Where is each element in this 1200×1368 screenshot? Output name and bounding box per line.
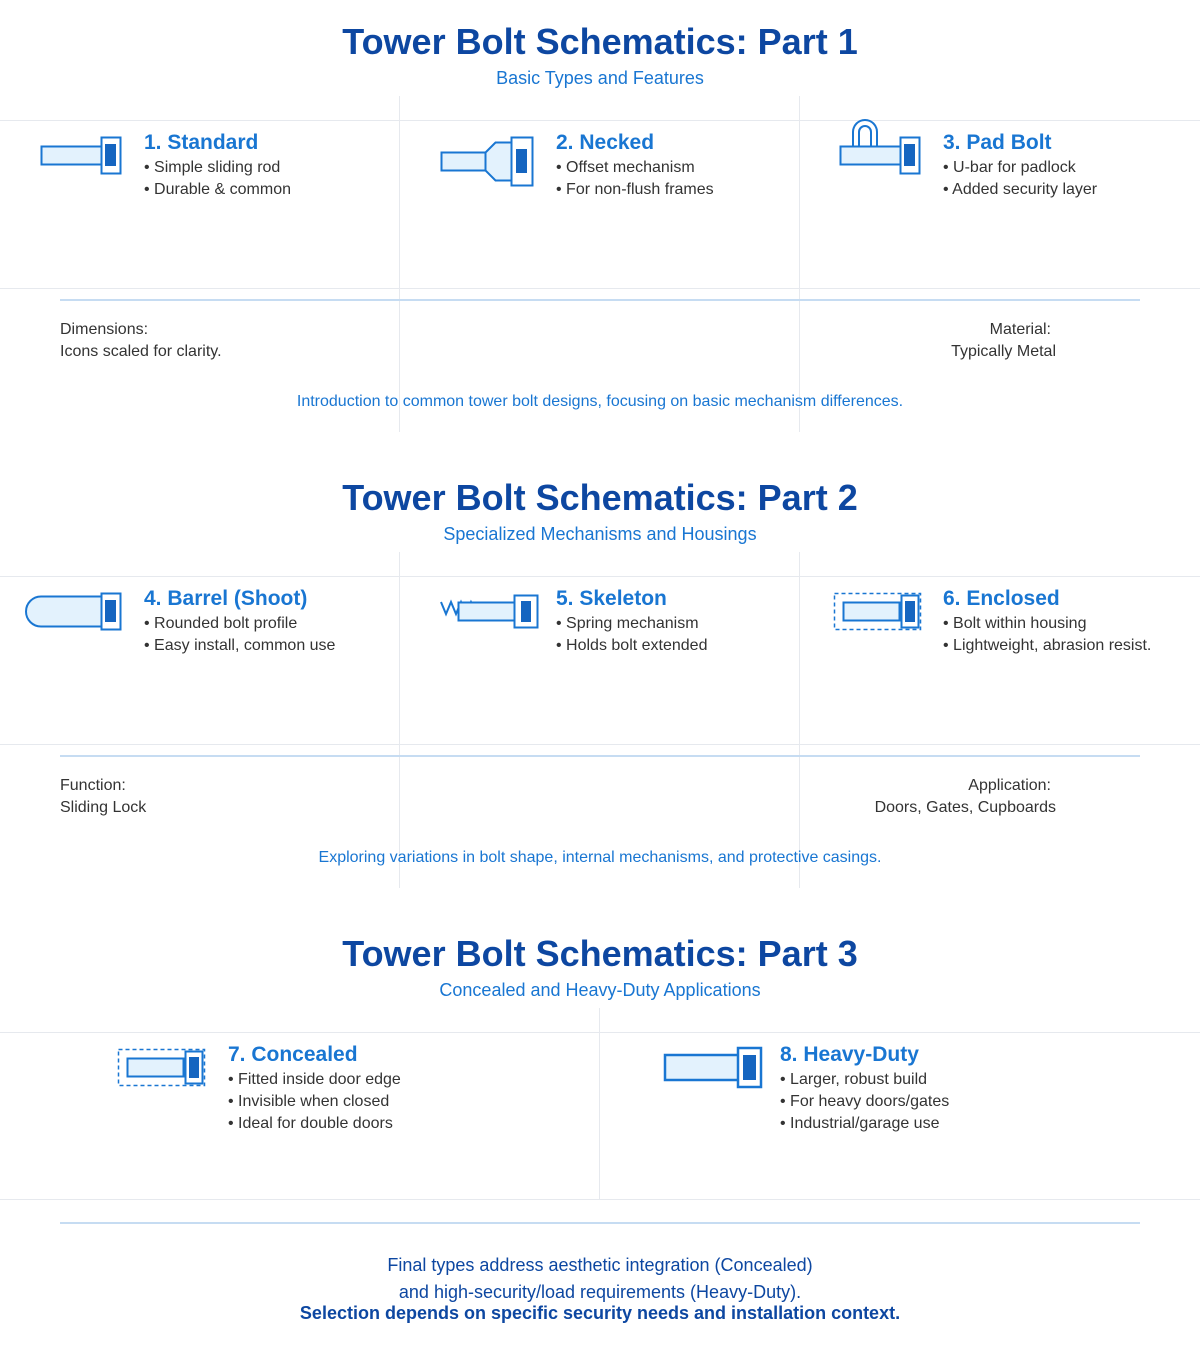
card-concealed-title: 7. Concealed — [228, 1043, 358, 1066]
part3-bottom-divider — [0, 1199, 1200, 1200]
part2-column-divider-1 — [399, 552, 400, 888]
barrel-bolt-icon — [25, 592, 125, 632]
dimensions-label: Dimensions: — [60, 321, 149, 338]
card-enclosed-bullet: • Bolt within housing — [943, 615, 1087, 632]
card-enclosed-title: 6. Enclosed — [943, 587, 1060, 610]
part2-right-meta — [875, 775, 1056, 819]
application-value: Doors, Gates, Cupboards — [874, 799, 1056, 816]
card-pad-bolt-bullet: • Added security layer — [943, 181, 1098, 198]
part1-bottom-divider — [0, 288, 1200, 289]
skeleton-bolt-icon — [440, 594, 542, 630]
part1-top-divider — [0, 120, 1200, 121]
final-summary-line: Final types address aesthetic integration (Concealed) — [387, 1255, 813, 1275]
part2-left-meta — [60, 775, 146, 819]
part3-title: Tower Bolt Schematics: Part 3 — [342, 933, 858, 974]
card-standard-title: 1. Standard — [144, 131, 259, 154]
card-standard-bullet: • Simple sliding rod — [144, 159, 281, 176]
card-necked-bullet: • For non-flush frames — [556, 181, 714, 198]
card-barrel-bullet: • Rounded bolt profile — [144, 615, 298, 632]
part2-subtitle: Specialized Mechanisms and Housings — [443, 524, 757, 544]
final-conclusion: Selection depends on specific security needs and installation context. — [299, 1303, 901, 1323]
card-concealed-bullet: • Ideal for double doors — [228, 1115, 393, 1132]
function-value: Sliding Lock — [60, 799, 147, 816]
part1-note: Introduction to common tower bolt designs, focusing on basic mechanism differences. — [296, 393, 904, 410]
card-pad-bolt-title: 3. Pad Bolt — [943, 131, 1052, 154]
card-concealed-bullet: • Fitted inside door edge — [228, 1071, 401, 1088]
part1-column-divider-2 — [799, 96, 800, 432]
application-label: Application: — [968, 777, 1051, 794]
final-summary-line: and high-security/load requirements (Heavy-Duty). — [398, 1282, 802, 1302]
part2-title: Tower Bolt Schematics: Part 2 — [342, 477, 858, 518]
part1-column-divider-1 — [399, 96, 400, 432]
heavy-duty-bolt-icon — [663, 1046, 765, 1090]
enclosed-bolt-icon — [833, 592, 923, 632]
card-concealed-bullet: • Invisible when closed — [228, 1093, 390, 1110]
part3-accent-line — [60, 1222, 1140, 1224]
part2-top-divider — [0, 576, 1200, 577]
card-heavy-duty-bullet: • For heavy doors/gates — [780, 1093, 950, 1110]
pad-bolt-icon — [839, 118, 923, 178]
dimensions-value: Icons scaled for clarity. — [60, 343, 222, 360]
card-necked-title: 2. Necked — [556, 131, 655, 154]
part3-column-divider — [599, 1008, 600, 1199]
part1-subtitle: Basic Types and Features — [496, 68, 704, 88]
necked-bolt-icon — [440, 136, 536, 188]
card-skeleton-title: 5. Skeleton — [556, 587, 667, 610]
card-skeleton-bullet: • Holds bolt extended — [556, 637, 708, 654]
part1-right-meta — [951, 319, 1056, 363]
card-skeleton-bullet: • Spring mechanism — [556, 615, 699, 632]
part1-title: Tower Bolt Schematics: Part 1 — [342, 21, 858, 62]
material-label: Material: — [989, 321, 1051, 338]
part2-note: Exploring variations in bolt shape, internal mechanisms, and protective casings. — [318, 849, 882, 866]
card-barrel-bullet: • Easy install, common use — [144, 637, 336, 654]
card-enclosed-bullet: • Lightweight, abrasion resist. — [943, 637, 1152, 654]
material-value: Typically Metal — [951, 343, 1056, 360]
card-necked-bullet: • Offset mechanism — [556, 159, 695, 176]
part3-top-divider — [0, 1032, 1200, 1033]
standard-bolt-icon — [40, 136, 124, 176]
card-heavy-duty-bullet: • Industrial/garage use — [780, 1115, 940, 1132]
part1-left-meta — [60, 319, 222, 363]
function-label: Function: — [60, 777, 126, 794]
card-standard-bullet: • Durable & common — [144, 181, 291, 198]
card-heavy-duty-title: 8. Heavy-Duty — [780, 1043, 919, 1066]
part2-accent-line — [60, 755, 1140, 757]
card-heavy-duty-bullet: • Larger, robust build — [780, 1071, 928, 1088]
part1-accent-line — [60, 299, 1140, 301]
card-barrel-title: 4. Barrel (Shoot) — [144, 587, 308, 610]
final-summary — [0, 1252, 1200, 1306]
part3-subtitle: Concealed and Heavy-Duty Applications — [439, 980, 761, 1000]
card-pad-bolt-bullet: • U-bar for padlock — [943, 159, 1076, 176]
part2-column-divider-2 — [799, 552, 800, 888]
part2-bottom-divider — [0, 744, 1200, 745]
concealed-bolt-icon — [117, 1048, 207, 1088]
